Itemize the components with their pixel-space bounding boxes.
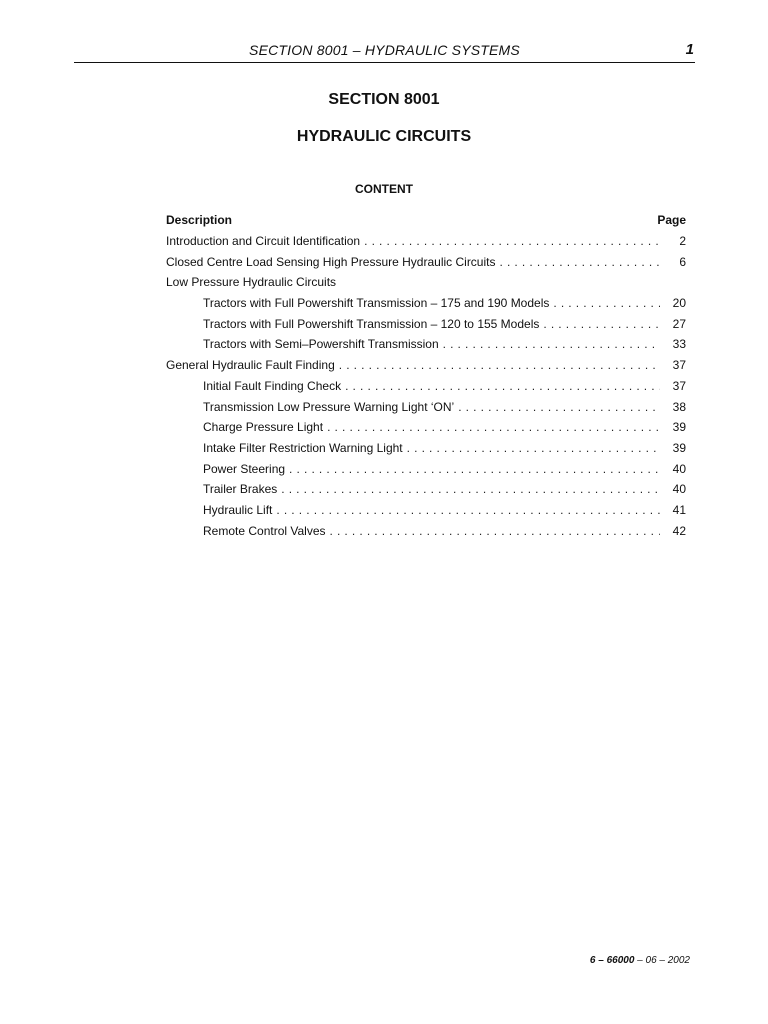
toc-entry-introduction[interactable]: [166, 234, 686, 255]
toc-leader-dots: [345, 379, 660, 394]
toc-leader-dots: [327, 420, 660, 435]
footer-document-code: 6 – 66000: [589, 955, 635, 966]
toc-entry-page: 39: [672, 440, 686, 455]
toc-leader-dots: [281, 482, 660, 497]
toc-leader-dots: [443, 337, 660, 352]
toc-leader-dots: [407, 441, 660, 456]
toc-leader-dots: [543, 317, 660, 332]
toc-entry-text: General Hydraulic Fault Finding: [166, 358, 335, 373]
header-page-number: 1: [685, 41, 694, 58]
toc-leader-dots: [553, 296, 660, 311]
toc-entry-page: 38: [672, 399, 686, 414]
toc-entry-text: Charge Pressure Light: [203, 420, 324, 435]
toc-entry-full-powershift-175-190[interactable]: [166, 296, 686, 317]
toc-entry-page: 6: [679, 254, 686, 269]
toc-entry-remote-control-valves[interactable]: [166, 524, 686, 545]
toc-entry-page: 40: [672, 461, 686, 476]
toc-entry-text: Tractors with Full Powershift Transmission – 120 to 155 Models: [203, 316, 540, 331]
toc-entry-page: 20: [672, 296, 686, 311]
toc-entry-page: 40: [672, 482, 686, 497]
table-of-contents: [166, 234, 686, 544]
toc-entry-page: 37: [672, 378, 686, 393]
toc-leader-dots: [289, 462, 660, 477]
toc-leader-dots: [339, 358, 660, 373]
section-title: SECTION 8001: [328, 91, 440, 108]
toc-entry-text: Introduction and Circuit Identification: [166, 234, 361, 248]
toc-entry-text: Hydraulic Lift: [203, 502, 273, 517]
toc-entry-text: Intake Filter Restriction Warning Light: [203, 440, 403, 455]
toc-leader-dots: [499, 255, 660, 270]
page-footer: [590, 955, 690, 966]
toc-entry-text: Remote Control Valves: [203, 523, 326, 538]
toc-leader-dots: [364, 234, 660, 249]
toc-entry-page: 37: [672, 358, 686, 373]
toc-column-page: Page: [657, 213, 686, 227]
toc-entry-text: Low Pressure Hydraulic Circuits: [166, 275, 337, 290]
toc-column-description: Description: [166, 213, 233, 227]
toc-entry-text: Tractors with Full Powershift Transmission – 175 and 190 Models: [203, 296, 550, 311]
toc-entry-trailer-brakes[interactable]: [166, 482, 686, 503]
toc-entry-transmission-low-pressure[interactable]: [166, 400, 686, 421]
toc-entry-page: 33: [672, 337, 686, 352]
toc-entry-text: Transmission Low Pressure Warning Light ‘ON’: [203, 399, 455, 414]
toc-entry-power-steering[interactable]: [166, 462, 686, 483]
toc-entry-page: 2: [679, 234, 686, 248]
toc-entry-full-powershift-120-155[interactable]: [166, 317, 686, 338]
toc-entry-charge-pressure[interactable]: [166, 420, 686, 441]
toc-entry-initial-check[interactable]: [166, 379, 686, 400]
header-title: SECTION 8001 – HYDRAULIC SYSTEMS: [249, 42, 520, 58]
toc-entry-intake-filter[interactable]: [166, 441, 686, 462]
toc-entry-text: Closed Centre Load Sensing High Pressure Hydraulic Circuits: [166, 254, 496, 269]
content-title: CONTENT: [355, 182, 413, 196]
footer-date: – 06 – 2002: [634, 955, 690, 966]
toc-leader-dots: [330, 524, 661, 539]
toc-leader-dots: [276, 503, 660, 518]
toc-entry-text: Trailer Brakes: [203, 482, 278, 497]
toc-entry-closed-centre[interactable]: [166, 255, 686, 276]
toc-entry-low-pressure[interactable]: [166, 275, 686, 296]
running-header: [74, 42, 695, 63]
toc-entry-text: Initial Fault Finding Check: [203, 378, 342, 393]
toc-entry-page: 41: [672, 502, 686, 517]
toc-entry-semi-powershift[interactable]: [166, 337, 686, 358]
toc-entry-text: Tractors with Semi–Powershift Transmission: [203, 337, 439, 352]
toc-entry-page: 39: [672, 420, 686, 435]
toc-entry-hydraulic-lift[interactable]: [166, 503, 686, 524]
chapter-title: HYDRAULIC CIRCUITS: [296, 128, 472, 145]
toc-leader-dots: [458, 400, 660, 415]
toc-entry-page: 42: [672, 523, 686, 538]
toc-entry-text: Power Steering: [203, 461, 286, 476]
toc-entry-general-fault-finding[interactable]: [166, 358, 686, 379]
toc-entry-page: 27: [672, 316, 686, 331]
